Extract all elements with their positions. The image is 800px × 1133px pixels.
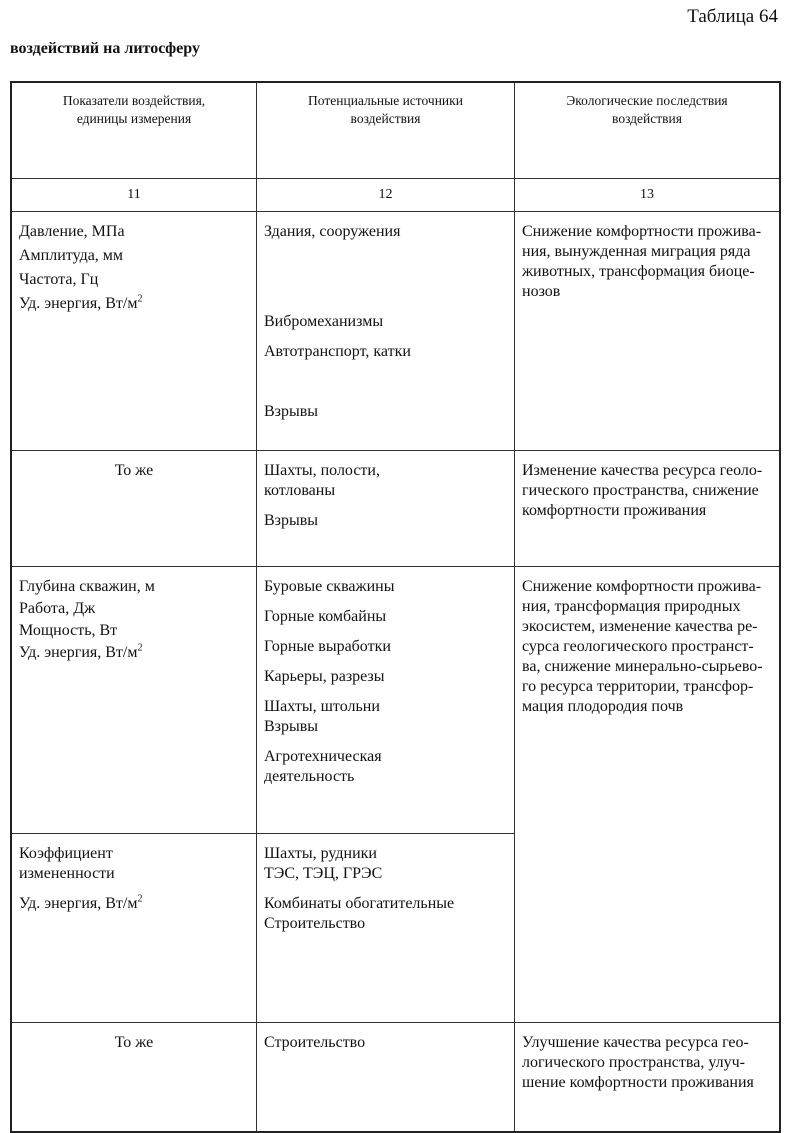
column-number: 13 xyxy=(515,179,781,212)
header-indicators: Показатели воздействия, единицы измерения xyxy=(11,82,257,179)
consequences-cell: Снижение комфортности прожива- ния, вынужденная миграция ряда животных, трансформация биоце- нозов xyxy=(515,212,781,451)
header-consequences: Экологические последствия воздействия xyxy=(515,82,781,179)
consequences-cell: Снижение комфортности прожива- ния, трансформация природных экосистем, изменение качества ре- сурса геологического пространст- ва, снижение минерально-сырьево- го ресурса территории, трансфор- мация плодородия почв xyxy=(515,567,781,1023)
consequences-cell: Улучшение качества ресурса гео- логического пространства, улуч- шение комфортности проживания xyxy=(515,1023,781,1133)
table-number: Таблица 64 xyxy=(687,6,778,27)
table-caption: воздействий на литосферу xyxy=(10,40,200,57)
table-row xyxy=(11,567,780,834)
indicators-cell: Давление, МПа Амплитуда, мм Частота, Гц Уд. энергия, $Вт/м^2$ xyxy=(11,212,257,451)
indicators-cell: Глубина скважин, м Работа, Дж Мощность, Вт Уд. энергия, $Вт/м^2$ xyxy=(11,567,257,834)
table-row xyxy=(11,212,780,451)
sources-cell: Строительство xyxy=(257,1023,515,1133)
sources-cell: Буровые скважины Горные комбайны Горные выработки Карьеры, разрезы Шахты, штольни Взрывы Агротехническая деятельность xyxy=(257,567,515,834)
column-number-row xyxy=(11,179,780,212)
sources-cell: Здания, сооружения Вибромеханизмы Автотранспорт, катки Взрывы xyxy=(257,212,515,451)
table-row xyxy=(11,451,780,567)
table-row xyxy=(11,1023,780,1133)
consequences-cell: Изменение качества ресурса геоло- гического пространства, снижение комфортности проживания xyxy=(515,451,781,567)
impact-table xyxy=(10,81,781,1133)
column-number: 11 xyxy=(11,179,257,212)
sources-cell: Шахты, рудники ТЭС, ТЭЦ, ГРЭС Комбинаты обогатительные Строительство xyxy=(257,834,515,1023)
indicators-cell: То же xyxy=(11,1023,257,1133)
column-number: 12 xyxy=(257,179,515,212)
header-row xyxy=(11,82,780,179)
header-sources: Потенциальные источники воздействия xyxy=(257,82,515,179)
indicators-cell: Коэффициент измененности Уд. энергия, $Вт/м^2$ xyxy=(11,834,257,1023)
indicators-cell: То же xyxy=(11,451,257,567)
sources-cell: Шахты, полости, котлованы Взрывы xyxy=(257,451,515,567)
